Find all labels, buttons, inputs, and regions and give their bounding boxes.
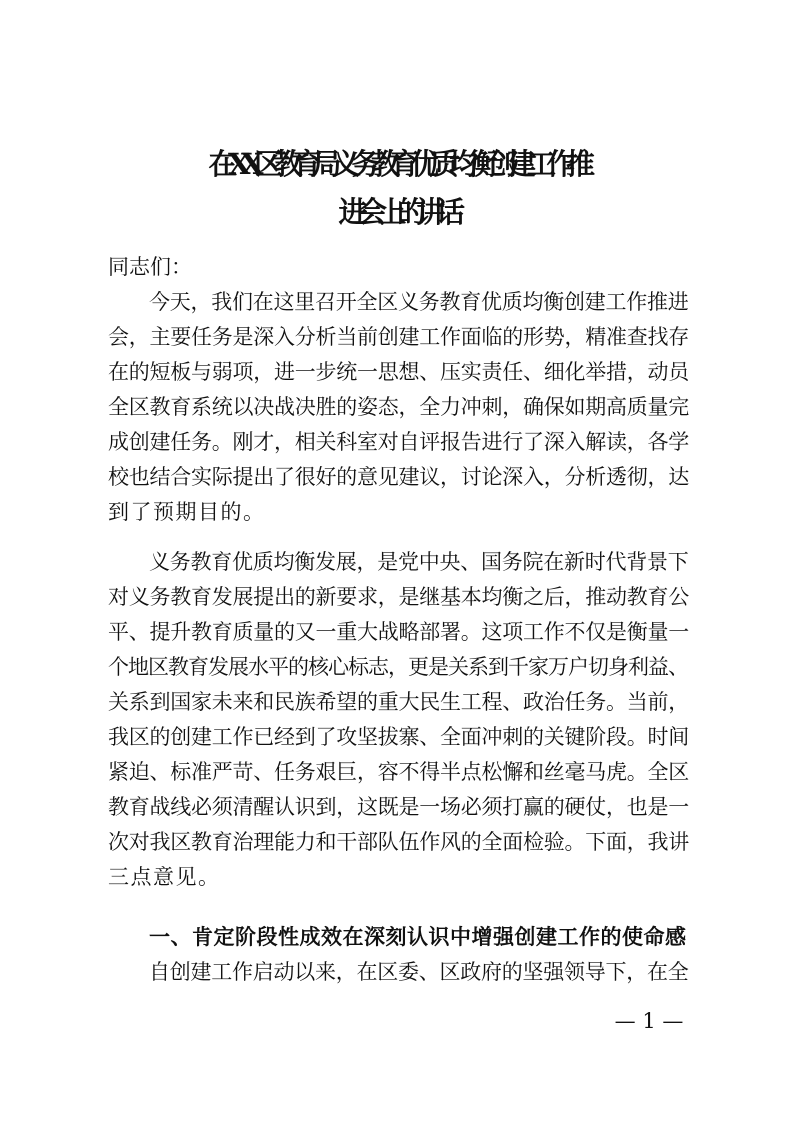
paragraph-1-line-5: 成创建任务。刚才，相关科室对自评报告进行了深入解读，各学 xyxy=(108,430,689,454)
title-line-1: 在XX区教育局义务教育优质均衡创建工作推 xyxy=(208,147,586,181)
paragraph-2-line-4: 个地区教育发展水平的核心标志，更是关系到千家万户切身利益、 xyxy=(108,655,688,679)
paragraph-1-line-6: 校也结合实际提出了很好的意见建议，讨论深入，分析透彻，达 xyxy=(108,465,689,489)
paragraph-2-line-10: 三点意见。 xyxy=(108,865,221,889)
paragraph-1-line-2: 会，主要任务是深入分析当前创建工作面临的形势，精准查找存 xyxy=(108,325,689,349)
paragraph-1-line-4: 全区教育系统以决战决胜的姿态，全力冲刺，确保如期高质量完 xyxy=(108,395,689,419)
paragraph-1-line-1: 今天，我们在这里召开全区义务教育优质均衡创建工作推进 xyxy=(149,290,689,314)
document-title xyxy=(100,140,694,236)
paragraph-2-line-6: 我区的创建工作已经到了攻坚拔寨、全面冲刺的关键阶段。时间 xyxy=(108,725,689,749)
paragraph-2-line-5: 关系到国家未来和民族希望的重大民生工程、政治任务。当前， xyxy=(108,690,689,714)
salutation: 同志们： xyxy=(108,255,192,279)
title-line-2: 进会上的讲话 xyxy=(338,195,456,229)
paragraph-3-line-1: 自创建工作启动以来，在区委、区政府的坚强领导下，在全 xyxy=(149,960,689,984)
paragraph-1-line-7: 到了预期目的。 xyxy=(108,500,266,524)
paragraph-1-line-3: 在的短板与弱项，进一步统一思想、压实责任、细化举措，动员 xyxy=(108,360,689,384)
paragraph-2-line-2: 对义务教育发展提出的新要求，是继基本均衡之后，推动教育公 xyxy=(108,585,689,609)
paragraph-2-line-9: 次对我区教育治理能力和干部队伍作风的全面检验。下面，我讲 xyxy=(108,830,689,854)
page-number: — 1 — xyxy=(614,1009,684,1033)
paragraph-2-line-1: 义务教育优质均衡发展，是党中央、国务院在新时代背景下 xyxy=(149,550,689,574)
paragraph-2-line-8: 教育战线必须清醒认识到，这既是一场必须打赢的硬仗，也是一 xyxy=(108,795,689,819)
paragraph-2-line-7: 紧迫、标准严苛、任务艰巨，容不得半点松懈和丝毫马虎。全区 xyxy=(108,760,689,784)
section-heading: 一、肯定阶段性成效在深刻认识中增强创建工作的使命感 xyxy=(149,925,687,949)
paragraph-2-line-3: 平、提升教育质量的又一重大战略部署。这项工作不仅是衡量一 xyxy=(108,620,689,644)
